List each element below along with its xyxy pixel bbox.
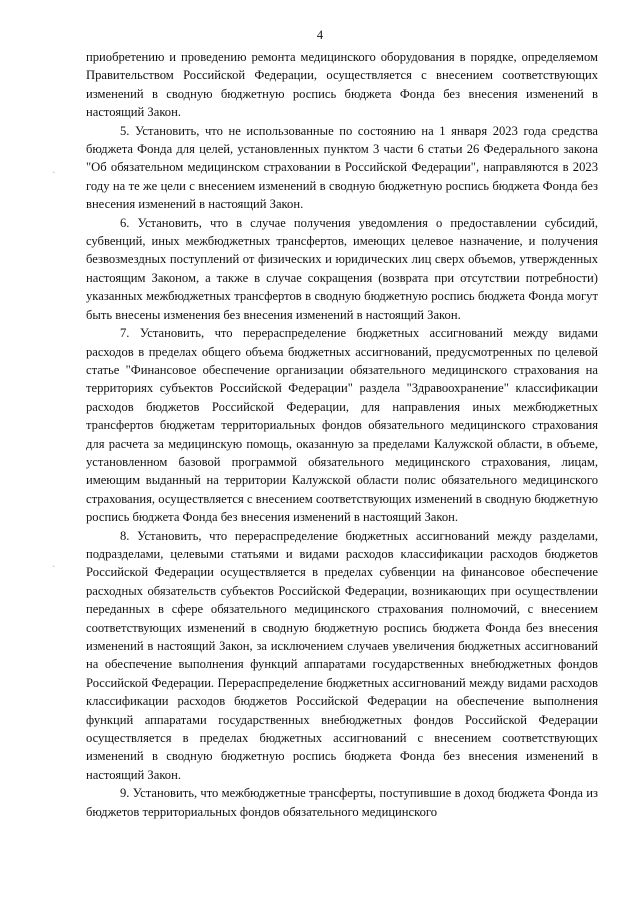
- document-body: [86, 48, 598, 821]
- page-number: 4: [316, 28, 324, 42]
- paragraph-7: 7. Установить, что перераспределение бюджетных ассигнований между видами расходов в пределах общего объема бюджетных ассигнований, предусмотренных по целевой статье "Финансовое обеспечение организации обязательного медицинского страхования на территориях субъектов Российской Федерации" раздела "Здравоохранение" классификации расходов бюджетов Российской Федерации, для направления иных межбюджетных трансфертов бюджетам территориальных фондов обязательного медицинского страхования для расчета за медицинскую помощь, оказанную за пределами Калужской области, в объеме, установленном базовой программой обязательного медицинского страхования, лицам, имеющим выданный на территории Калужской области полис обязательного медицинского страхования, осуществляется с внесением соответствующих изменений в сводную бюджетную роспись бюджета Фонда без внесения изменений в настоящий Закон.: [86, 326, 598, 525]
- paragraph-9: 9. Установить, что межбюджетные трансферты, поступившие в доход бюджета Фонда из бюджетов территориальных фондов обязательного медицинского: [86, 786, 598, 819]
- paragraph-8: 8. Установить, что перераспределение бюджетных ассигнований между разделами, подразделами, целевыми статьями и видами расходов классификации расходов бюджетов Российской Федерации осуществляется в пределах субвенции на финансовое обеспечение расходных обязательств субъектов Российской Федерации, возникающих при осуществлении переданных в сфере обязательного медицинского страхования полномочий, с внесением соответствующих изменений в сводную бюджетную роспись бюджета Фонда без внесения изменений в настоящий Закон, за исключением случаев увеличения бюджетных ассигнований на обеспечение выполнения функций аппаратами государственных внебюджетных фондов Российской Федерации. Перераспределение бюджетных ассигнований между видами расходов классификации расходов бюджетов Российской Федерации на обеспечение выполнения функций аппаратами государственных внебюджетных фондов Российской Федерации осуществляется в пределах бюджетных ассигнований с внесением соответствующих изменений в сводную бюджетную роспись бюджета Фонда без внесения изменений в настоящий Закон.: [86, 528, 598, 782]
- scan-mark: ·: [52, 560, 56, 573]
- paragraph-continuation: приобретению и проведению ремонта медицинского оборудования в порядке, определяемом Правительством Российской Федерации, осуществляется с внесением соответствующих изменений в сводную бюджетную роспись бюджета Фонда без внесения изменений в настоящий Закон.: [86, 50, 598, 120]
- paragraph-6: 6. Установить, что в случае получения уведомления о предоставлении субсидий, субвенций, иных межбюджетных трансфертов, имеющих целевое назначение, и получения безвозмездных поступлений от физических и юридических лиц сверх объемов, утвержденных настоящим Законом, а также в случае сокращения (возврата при отсутствии потребности) указанных межбюджетных трансфертов в сводную бюджетную роспись бюджета Фонда могут быть внесены изменения без внесения изменений в настоящий Закон.: [86, 215, 598, 322]
- paragraph-5: 5. Установить, что не использованные по состоянию на 1 января 2023 года средства бюджета Фонда для целей, установленных пунктом 3 части 6 статьи 26 Федерального закона "Об обязательном медицинском страховании в Российской Федерации", направляются в 2023 году на те же цели с внесением изменений в сводную бюджетную роспись бюджета Фонда без внесения изменений в настоящий Закон.: [86, 123, 598, 212]
- scan-mark: ·: [52, 166, 56, 179]
